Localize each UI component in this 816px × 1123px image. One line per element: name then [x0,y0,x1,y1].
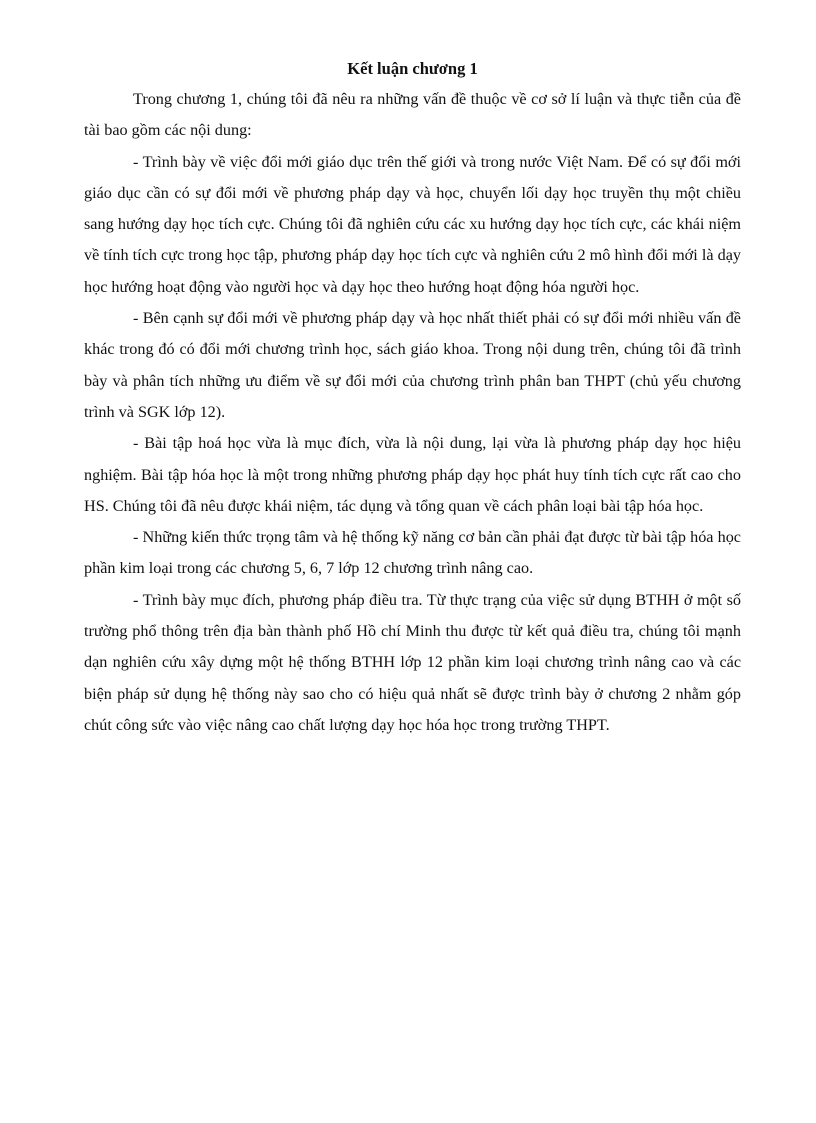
curriculum-reform-paragraph: - Bên cạnh sự đổi mới về phương pháp dạy và học nhất thiết phải có sự đổi mới nhiều vấn đề khác trong đó có đổi mới chương trình học, sách giáo khoa. Trong nội dung trên, chúng tôi đã trình bày và phân tích những ưu điểm về sự đổi mới của chương trình phân ban THPT (chủ yếu chương trình và SGK lớp 12). [84,309,741,421]
education-reform-paragraph: - Trình bày về việc đổi mới giáo dục trên thế giới và trong nước Việt Nam. Để có sự đổi mới giáo dục cần có sự đổi mới về phương pháp dạy và học, chuyển lối dạy học truyền thụ một chiều sang hướng dạy học tích cực. Chúng tôi đã nghiên cứu các xu hướng dạy học tích cực, các khái niệm về tính tích cực trong học tập, phương pháp dạy học tích cực và nghiên cứu 2 mô hình đổi mới là dạy học hướng hoạt động vào người học và dạy học theo hướng hoạt động hóa người học. [84,152,741,296]
intro-paragraph: Trong chương 1, chúng tôi đã nêu ra những vấn đề thuộc về cơ sở lí luận và thực tiễn của đề tài bao gồm các nội dung: [84,90,741,140]
core-knowledge-paragraph: - Những kiến thức trọng tâm và hệ thống kỹ năng cơ bản cần phải đạt được từ bài tập hóa học phần kim loại trong các chương 5, 6, 7 lớp 12 chương trình nâng cao. [84,528,741,578]
chemistry-exercises-paragraph: - Bài tập hoá học vừa là mục đích, vừa là nội dung, lại vừa là phương pháp dạy học hiệu nghiệm. Bài tập hóa học là một trong những phương pháp dạy học phát huy tính tích cực rất cao cho HS. Chúng tôi đã nêu được khái niệm, tác dụng và tổng quan về cách phân loại bài tập hóa học. [84,434,741,515]
chapter-conclusion-title: Kết luận chương 1 [347,59,478,78]
survey-paragraph: - Trình bày mục đích, phương pháp điều tra. Từ thực trạng của việc sử dụng BTHH ở một số trường phổ thông trên địa bàn thành phố Hồ chí Minh thu được từ kết quả điều tra, chúng tôi mạnh dạn nghiên cứu xây dựng một hệ thống BTHH lớp 12 phần kim loại chương trình nâng cao và các biện pháp sử dụng hệ thống này sao cho có hiệu quả nhất sẽ được trình bày ở chương 2 nhằm góp chút công sức vào việc nâng cao chất lượng dạy học hóa học trong trường THPT. [84,590,741,734]
document-page [84,54,741,741]
